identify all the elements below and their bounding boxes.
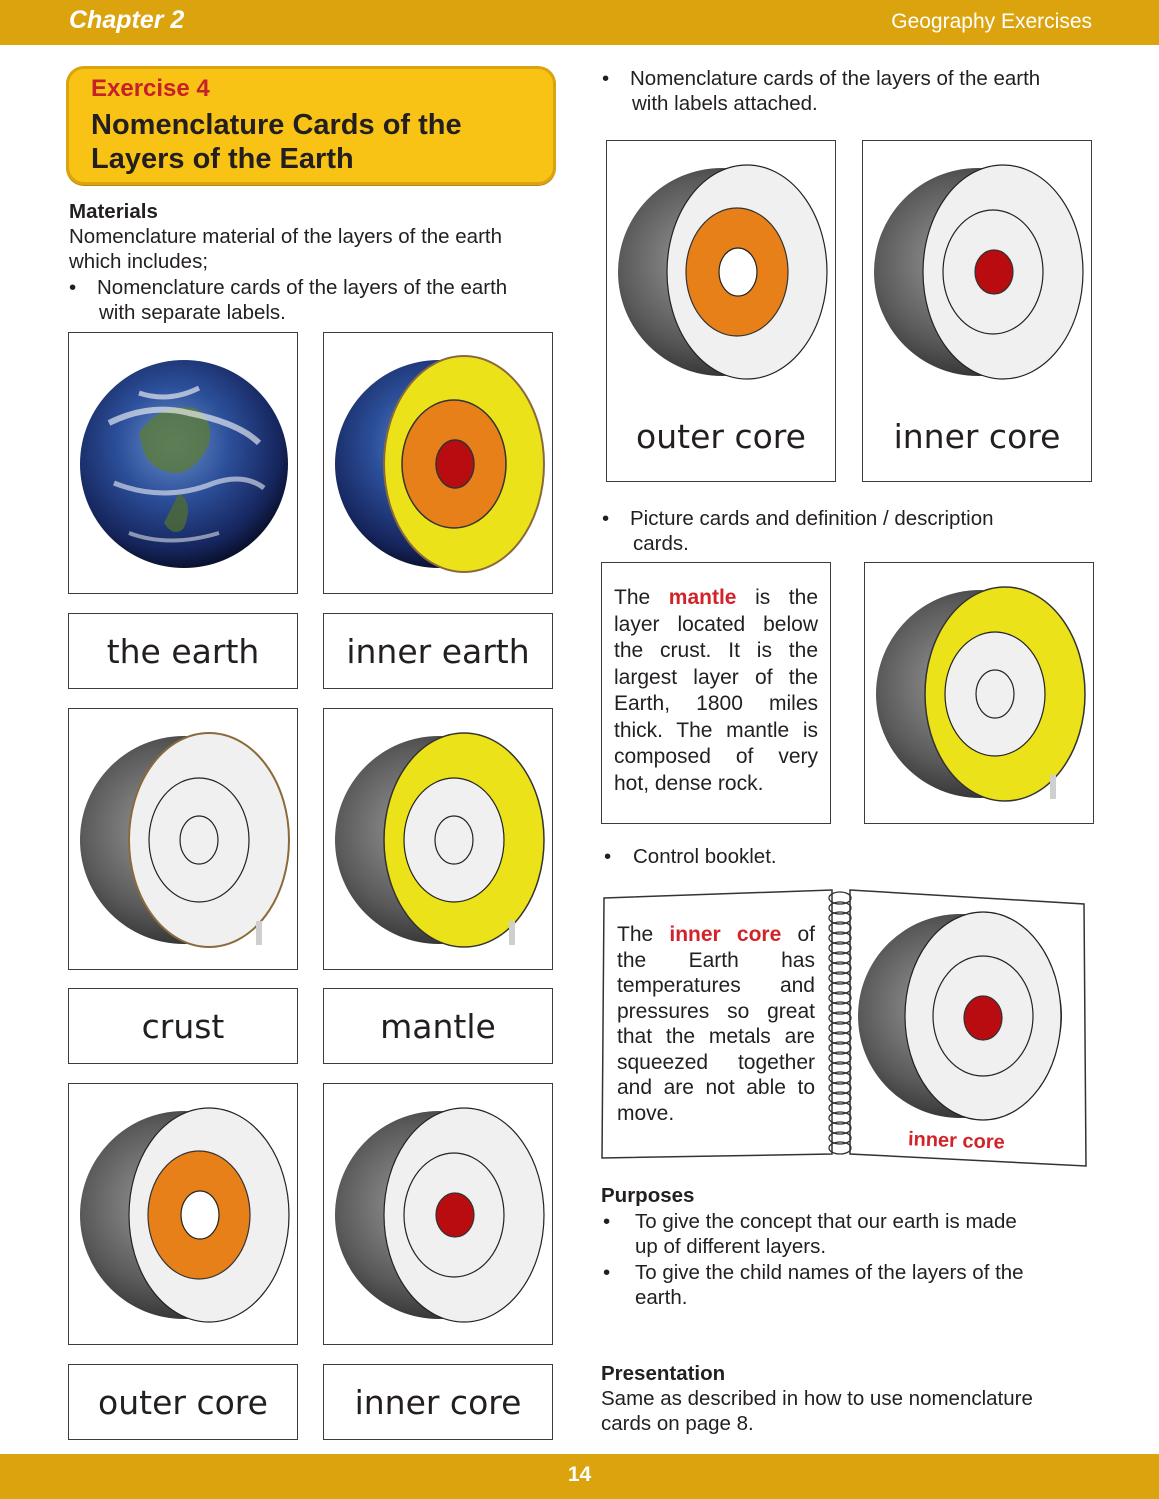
card-label-outer-core: outer core	[636, 417, 806, 456]
purposes-heading: Purposes	[601, 1184, 695, 1207]
bullet-text-line1: Nomenclature cards of the layers of the earth	[97, 276, 508, 299]
control-pre: The	[617, 923, 654, 946]
outer-core-illustration	[69, 1084, 299, 1346]
inner-core-illustration	[863, 141, 1093, 403]
label-card-inner-earth: inner earth	[323, 613, 553, 689]
attached-card-outer-core	[606, 140, 836, 482]
bullet-text-line1: Nomenclature cards of the layers of the earth	[630, 67, 1041, 90]
definition-pre: The	[614, 586, 651, 609]
mantle-illustration	[865, 563, 1095, 825]
bullet-text-line2: cards.	[633, 532, 689, 555]
inner-core-picture	[858, 912, 1062, 1120]
label-card-outer-core: outer core	[68, 1364, 298, 1440]
purpose-item-2	[601, 1260, 1101, 1310]
definition-rest: is the layer located below the crust. It is the largest layer of the Earth, 1800 miles thick. The mantle is composed of very hot, dense rock.	[614, 586, 819, 795]
picture-card-outer-core	[68, 1083, 298, 1345]
presentation-line2: cards on page 8.	[601, 1412, 754, 1435]
bullet-text-line2: with separate labels.	[99, 301, 286, 324]
crust-illustration	[69, 709, 299, 971]
bullet-picture-definition	[602, 506, 1102, 556]
outer-core-illustration	[607, 141, 837, 403]
picture-card-the-earth	[68, 332, 298, 594]
purpose-text-line1: To give the child names of the layers of the	[635, 1261, 1024, 1284]
purpose-text-line2: up of different layers.	[635, 1235, 827, 1258]
exercise-title: Nomenclature Cards of the Layers of the Earth	[91, 109, 462, 175]
control-booklet-text	[617, 922, 815, 1126]
label-card-mantle: mantle	[323, 988, 553, 1064]
purpose-item-1	[601, 1209, 1101, 1259]
presentation-line1: Same as described in how to use nomenclature	[601, 1387, 1033, 1410]
bullet-dot: •	[603, 1261, 611, 1284]
bullet-dot: •	[69, 276, 77, 299]
control-highlight: inner core	[669, 923, 782, 946]
picture-card-inner-core	[323, 1083, 553, 1345]
materials-intro-line1: Nomenclature material of the layers of the earth	[69, 225, 502, 248]
control-picture-label: inner core	[907, 1128, 1006, 1154]
bullet-text-line1: Picture cards and definition / description	[630, 507, 994, 530]
inner-earth-illustration	[324, 333, 554, 595]
mantle-definition-text	[614, 585, 818, 797]
presentation-heading: Presentation	[601, 1362, 726, 1385]
purpose-text-line1: To give the concept that our earth is made	[635, 1210, 1017, 1233]
picture-card-mantle	[323, 708, 553, 970]
label-card-the-earth: the earth	[68, 613, 298, 689]
bullet-dot: •	[602, 507, 610, 530]
definition-highlight: mantle	[668, 586, 737, 609]
label-card-crust: crust	[68, 988, 298, 1064]
mantle-illustration	[324, 709, 554, 971]
definition-card-mantle	[601, 562, 831, 824]
materials-intro-line2: which includes;	[69, 250, 209, 273]
earth-illustration	[69, 333, 299, 595]
label-card-inner-core: inner core	[323, 1364, 553, 1440]
bullet-attached-labels	[602, 66, 1102, 116]
bullet-separate-labels	[69, 275, 559, 325]
attached-card-inner-core	[862, 140, 1092, 482]
picture-card-inner-earth	[323, 332, 553, 594]
picture-card-mantle-definition	[864, 562, 1094, 824]
materials-heading: Materials	[69, 200, 158, 223]
purpose-text-line2: earth.	[635, 1286, 688, 1309]
section-title: Geography Exercises	[891, 10, 1092, 33]
bullet-control-booklet	[604, 844, 1004, 870]
control-rest: of the Earth has temperatures and pressures so great that the metals are squeezed together and are not able to move.	[617, 923, 815, 1125]
bullet-text-line2: with labels attached.	[632, 92, 818, 115]
bullet-text: Control booklet.	[633, 845, 777, 868]
chapter-label: Chapter 2	[69, 6, 185, 34]
bullet-dot: •	[602, 67, 610, 90]
bullet-dot: •	[604, 845, 612, 868]
page-number: 14	[567, 1463, 592, 1486]
inner-core-illustration	[324, 1084, 554, 1346]
bullet-dot: •	[603, 1210, 611, 1233]
card-label-inner-core: inner core	[893, 417, 1061, 456]
exercise-number: Exercise 4	[91, 75, 210, 102]
picture-card-crust	[68, 708, 298, 970]
